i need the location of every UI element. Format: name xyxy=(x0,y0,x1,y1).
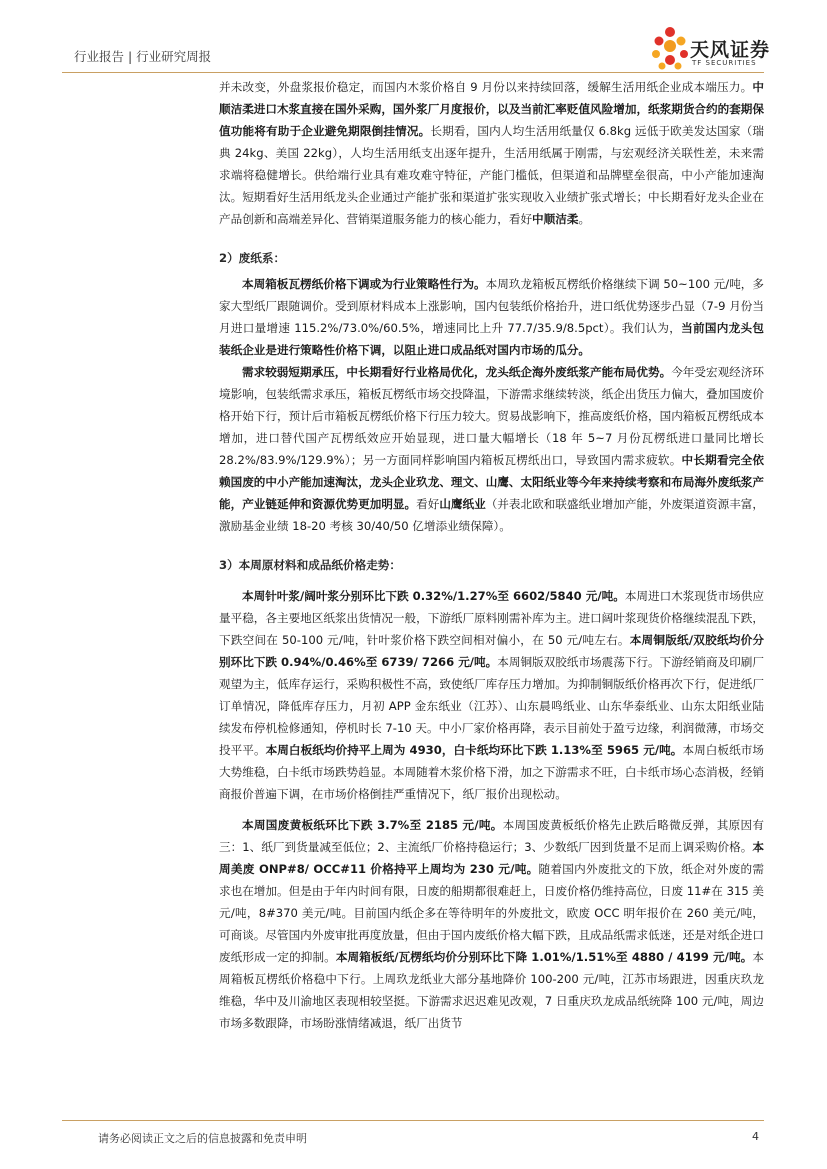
paragraph-demand-outlook xyxy=(219,361,764,537)
text-run: 。 xyxy=(578,212,591,226)
bold-text-run: 本周白板纸均价持平上周为 4930，白卡纸均环比下跌 1.13%至 5965 元/吨。 xyxy=(265,743,683,757)
text-run: 本周进口木浆现货市场供应量平稳，各主要地区纸浆出货情况一般，下游纸厂原料刚需补库为主。进口阔叶浆现货价格继续混乱下跌，下跌空间在 50-100 元/吨，针叶浆价格下跌空间相对偏小，在 50 元/吨左右。 xyxy=(219,589,764,647)
paragraph-tissue-outlook xyxy=(219,76,764,230)
text-run: 看好 xyxy=(416,497,440,511)
report-category: 行业报告 | 行业研究周报 xyxy=(74,49,212,64)
text-run: 今年受宏观经济环境影响，包装纸需求承压，箱板瓦楞纸市场交投降温，下游需求继续转淡，纸企出货压力偏大，叠加国废价格开始下行，预计后市箱板瓦楞纸价格下行压力较大。贸易战影响下，推高废纸价格，国内箱板瓦楞纸成本增加，进口替代国产瓦楞纸效应开始显现，进口量大幅增长（18 年 5~7 月份瓦楞纸进口量同比增长 28.2%/83.9%/129.9%）；另一方面同样影响国内箱板瓦楞纸出口，导致国内需求疲软。 xyxy=(219,365,764,467)
text-run: （并表北欧和联盛纸业增加产能，外废渠道资源丰富，激励基金业绩 18-20 考核 30/40/50 亿增添业绩保障）。 xyxy=(219,497,764,533)
bold-text-run: 中顺洁柔 xyxy=(532,212,579,226)
bold-text-run: 山鹰纸业 xyxy=(439,497,486,511)
footer-divider xyxy=(62,1120,764,1121)
text-run: 本周玖龙箱板瓦楞纸价格继续下调 50~100 元/吨，多家大型纸厂跟随调价。受到原材料成本上涨影响，国内包装纸价格抬升，进口纸优势逐步凸显（7-9 月份当月进口量增速 115.2%/73.0%/60.5%，增速同比上升 77.7/35.9/8.5pct）。我们认为， xyxy=(219,277,764,335)
tf-securities-logo xyxy=(650,26,770,72)
bold-text-run: 本周针叶浆/阔叶浆分别环比下跌 0.32%/1.27%至 6602/5840 元/吨。 xyxy=(242,589,625,603)
bold-text-run: 中长期看完全依赖国废的中小产能加速淘汰，龙头企业玖龙、理文、山鹰、太阳纸业等今年来持续考察和布局海外废纸浆产能，产业链延伸和资源优势更加明显。 xyxy=(219,453,764,511)
logo-mark-icon xyxy=(650,26,690,72)
page-header xyxy=(0,0,827,75)
bold-text-run: 需求较弱短期承压，中长期看好行业格局优化，龙头纸企海外废纸浆产能布局优势。 xyxy=(242,365,672,379)
text-run: 本周白板纸市场大势维稳，白卡纸市场跌势趋显。本周随着木浆价格下滑，加之下游需求不旺，白卡纸市场心态消极，经销商报价普遍下调，在市场价格倒挂严重情况下，纸厂报价出现松动。 xyxy=(219,743,764,801)
bold-text-run: 中顺洁柔进口木浆直接在国外采购，国外浆厂月度报价，以及当前汇率贬值风险增加，纸浆期货合约的套期保值功能将有助于企业避免期限倒挂情况。 xyxy=(219,80,764,138)
header-divider xyxy=(62,72,764,73)
section-heading-waste-paper: 2）废纸系： xyxy=(219,251,286,265)
section-heading-price-trends: 3）本周原材料和成品纸价格走势： xyxy=(219,558,401,572)
text-run: 本周铜版双胶纸市场震荡下行。下游经销商及印刷厂观望为主，低库存运行，采购积极性不高，致使纸厂库存压力增加。为抑制铜版纸价格再次下行，促进纸厂订单情况，降低库存压力，月初 APP 金东纸业（江苏）、山东晨鸣纸业、山东华泰纸业、山东太阳纸业陆续发布停机检修通知，停机时长 7-10 天。中小厂家价格再降，表示目前处于盈亏边缘，利润微薄，市场交投平平。 xyxy=(219,655,765,757)
logo-text-chinese: 天风证券 xyxy=(690,39,771,61)
logo-text-english: TF SECURITIES xyxy=(692,59,757,67)
bold-text-run: 本周箱板瓦楞纸价格下调或为行业策略性行为。 xyxy=(242,277,486,291)
text-run: 本周国废黄板纸价格先止跌后略微反弹，其原因有三：1、纸厂到货量减至低位；2、主流纸厂价格持稳运行；3、少数纸厂因到货量不足而上调采购价格。 xyxy=(219,818,764,854)
disclaimer-link[interactable]: 请务必阅读正文之后的信息披露和免责申明 xyxy=(98,1132,307,1145)
report-body xyxy=(219,76,764,1034)
bold-text-run: 本周箱板纸/瓦楞纸均价分别环比下降 1.01%/1.51%至 4880 / 4199 元/吨。 xyxy=(335,950,753,964)
paragraph-pulp-and-paper-prices xyxy=(219,585,764,805)
bold-text-run: 本周国废黄板纸环比下跌 3.7%至 2185 元/吨。 xyxy=(242,818,503,832)
bold-text-run: 本周美废 ONP#8/ OCC#11 价格持平上周均为 230 元/吨。 xyxy=(219,840,764,876)
text-run: 长期看，国内人均生活用纸量仅 6.8kg 远低于欧美发达国家（瑞典 24kg、美国 22kg），人均生活用纸支出逐年提升，生活用纸属于刚需，与宏观经济关联性差，未来需求端将稳健增长。供给端行业具有难攻难守特征，产能门槛低，但渠道和品牌壁垒很高，中小产能加速淘汰。短期看好生活用纸龙头企业通过产能扩张和渠道扩张实现收入业绩扩张式增长；中长期看好龙头企业在产品创新和高端差异化、营销渠道服务能力的核心能力，看好 xyxy=(219,124,764,226)
bold-text-run: 当前国内龙头包装纸企业是进行策略性价格下调，以阻止进口成品纸对国内市场的瓜分。 xyxy=(219,321,764,357)
text-run: 随着国内外废批文的下放，纸企对外废的需求也在增加。但是由于年内时间有限，日废的船期都很难赶上，日废价格仍维持高位，日废 11#在 315 美元/吨，8#370 美元/吨。目前国内纸企多在等待明年的外废批文，欧废 OCC 明年报价在 260 美元/吨，可商谈。尽管国内外废审批再度放量，但由于国内废纸价格大幅下跌，且成品纸需求低迷，还是对纸企进口废纸形成一定的抑制。 xyxy=(219,862,764,964)
paragraph-containerboard-price-cut xyxy=(219,273,764,361)
paragraph-waste-paper-prices xyxy=(219,814,764,1034)
text-run: 本周箱板瓦楞纸价格稳中下行。上周玖龙纸业大部分基地降价 100-200 元/吨，江苏市场跟进，因重庆玖龙维稳，华中及川渝地区表现相较坚挺。下游需求迟迟难见改观，7 日重庆玖龙成品纸统降 100 元/吨，周边市场多数跟降，市场盼涨情绪减退，纸厂出货节 xyxy=(219,950,764,1030)
bold-text-run: 本周铜版纸/双胶纸均价分别环比下跌 0.94%/0.46%至 6739/ 7266 元/吨。 xyxy=(219,633,764,669)
page-number: 4 xyxy=(752,1130,759,1143)
text-run: 并未改变，外盘浆报价稳定，而国内木浆价格自 9 月份以来持续回落，缓解生活用纸企业成本端压力。 xyxy=(219,80,753,94)
